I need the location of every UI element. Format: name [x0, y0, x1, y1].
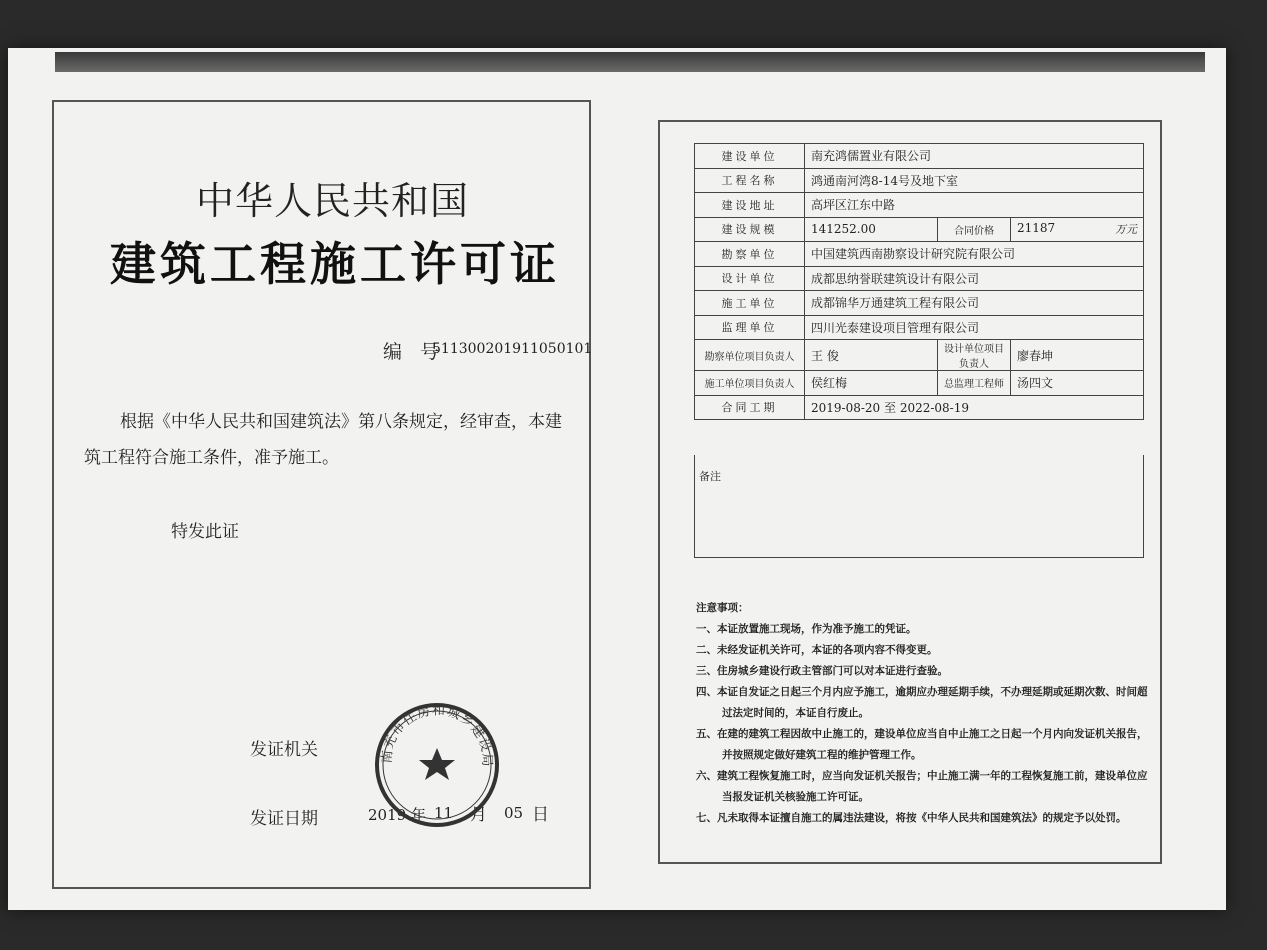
- row-value: 成都锦华万通建筑工程有限公司: [805, 291, 1144, 316]
- table-row: [695, 217, 1144, 242]
- table-row: [695, 168, 1144, 193]
- person-value: 廖春坤: [1011, 340, 1144, 371]
- notice-item: 二、未经发证机关许可，本证的各项内容不得变更。: [696, 644, 938, 656]
- country-title: 中华人民共和国: [196, 179, 470, 223]
- permit-title: 建筑工程施工许可证: [110, 237, 560, 291]
- cert-number-label: 编 号: [383, 341, 446, 363]
- table-row: [695, 242, 1144, 267]
- remarks-box: [694, 455, 1144, 558]
- row-label: 设计单位: [695, 266, 805, 291]
- period-label: 合同工期: [695, 395, 805, 420]
- issue-date-month-label: 月: [470, 805, 487, 825]
- row-label: 工程名称: [695, 168, 805, 193]
- contract-price-value: 21187: [1017, 221, 1056, 236]
- contract-price-unit: 万元: [1115, 223, 1137, 237]
- person-label: 施工单位项目负责人: [695, 371, 805, 396]
- notice-item: 五、在建的建筑工程因故中止施工的，建设单位应当自中止施工之日起一个月内向发证机关报告，并按照规定做好建筑工程的维护管理工作。: [696, 728, 1148, 761]
- row-label: 施工单位: [695, 291, 805, 316]
- person-label: 总监理工程师: [938, 371, 1011, 396]
- row-value: 中国建筑西南勘察设计研究院有限公司: [805, 242, 1144, 267]
- row-label: 建设单位: [695, 144, 805, 169]
- notice-item: 一、本证放置施工现场，作为准予施工的凭证。: [696, 623, 917, 635]
- notices-section: [696, 598, 1148, 829]
- permit-body-text: 根据《中华人民共和国建筑法》第八条规定，经审查，本建筑工程符合施工条件，准予施工。: [84, 412, 562, 468]
- person-label: 勘察单位项目负责人: [695, 340, 805, 371]
- row-label: 监理单位: [695, 315, 805, 340]
- table-row: [695, 193, 1144, 218]
- row-value: 四川光泰建设项目管理有限公司: [805, 315, 1144, 340]
- row-value: 南充鸿儒置业有限公司: [805, 144, 1144, 169]
- issue-date-day-label: 日: [532, 805, 549, 825]
- row-label: 建设地址: [695, 193, 805, 218]
- row-label: 勘察单位: [695, 242, 805, 267]
- contract-price-cell: [1011, 217, 1144, 242]
- table-row: [695, 266, 1144, 291]
- cert-number: 511300201911050101: [432, 341, 593, 357]
- issue-date-year: 2019 年: [368, 806, 426, 824]
- issue-date-label: 发证日期: [250, 809, 318, 829]
- project-info-table: [694, 143, 1144, 420]
- issue-date-day: 05: [504, 804, 524, 822]
- row-value: 成都思纳誉联建筑设计有限公司: [805, 266, 1144, 291]
- seal-text: 南充市住房和城乡建设局: [379, 703, 495, 768]
- person-value: 汤四文: [1011, 371, 1144, 396]
- contract-price-label: 合同价格: [938, 217, 1011, 242]
- remarks-label: 备注: [699, 470, 721, 483]
- row-label: 建设规模: [695, 217, 805, 242]
- official-seal: [372, 700, 502, 830]
- issue-date-month: 11: [434, 804, 454, 822]
- table-row: [695, 315, 1144, 340]
- person-value: 王 俊: [805, 340, 938, 371]
- table-row: [695, 395, 1144, 420]
- table-row: [695, 291, 1144, 316]
- table-row: [695, 371, 1144, 396]
- scale-value: 141252.00: [805, 217, 938, 242]
- issuer-label: 发证机关: [250, 740, 318, 760]
- table-row: [695, 144, 1144, 169]
- notice-item: 四、本证自发证之日起三个月内应予施工，逾期应办理延期手续，不办理延期或延期次数、时间超过法定时间的，本证自行废止。: [696, 686, 1148, 719]
- notice-item: 三、住房城乡建设行政主管部门可以对本证进行查验。: [696, 665, 948, 677]
- person-label: 设计单位项目负责人: [938, 340, 1011, 371]
- notice-item: 七、凡未取得本证擅自施工的属违法建设，将按《中华人民共和国建筑法》的规定予以处罚。: [696, 812, 1127, 824]
- special-issue-text: 特发此证: [171, 522, 239, 542]
- scan-top-band: [55, 52, 1205, 72]
- period-value: 2019-08-20 至 2022-08-19: [805, 395, 1144, 420]
- person-value: 侯红梅: [805, 371, 938, 396]
- table-row: [695, 340, 1144, 371]
- row-value: 高坪区江东中路: [805, 193, 1144, 218]
- notice-item: 六、建筑工程恢复施工时，应当向发证机关报告；中止施工满一年的工程恢复施工前，建设单位应当报发证机关核验施工许可证。: [696, 770, 1148, 803]
- row-value: 鸿通南河湾8-14号及地下室: [805, 168, 1144, 193]
- notices-title: 注意事项：: [696, 602, 749, 614]
